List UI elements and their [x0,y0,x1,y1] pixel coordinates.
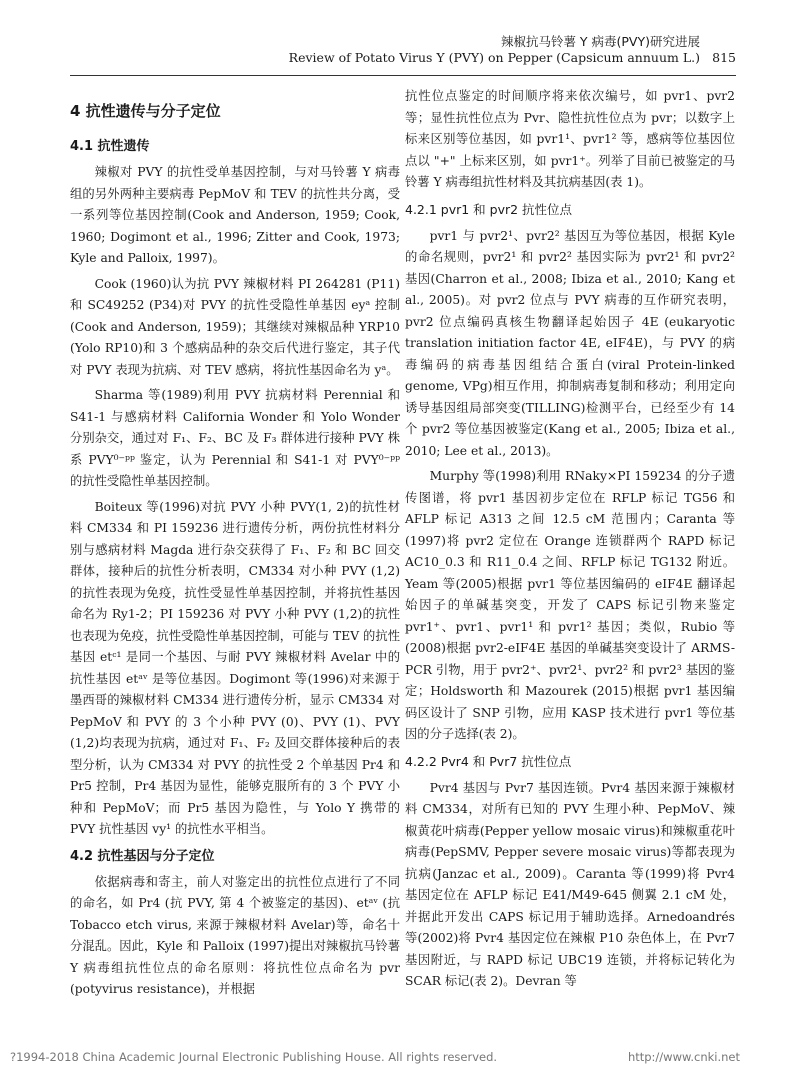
paragraph: Cook (1960)认为抗 PVY 辣椒材料 PI 264281 (P11)和 SC49252 (P34)对 PVY 的抗性受隐性单基因 eyᵃ 控制(Cook and Anderson, 1959)；其继续对辣椒品种 YRP10 (Yolo RP10)和 3 个感病品种的杂交后代进行鉴定，其子代对 PVY 表现为抗病、对 TEV 感病，将抗性基因命名为 yᵃ。 [70,276,400,377]
paragraph: Murphy 等(1998)利用 RNaky×PI 159234 的分子遗传图谱，将 pvr1 基因初步定位在 RFLP 标记 TG56 和 AFLP 标记 A313 之间 12.5 cM 范围内；Caranta 等(1997)将 pvr2 定位在 Orange 连锁群两个 RAPD 标记 AC10_0.3 和 R11_0.4 之间、RFLP 标记 TG132 附近。Yeam 等(2005)根据 pvr1 等位基因编码的 eIF4E 翻译起始因子的单碱基突变，开发了 CAPS 标记引物来鉴定 pvr1⁺、pvr1、pvr1¹ 和 pvr1² 基因；类似，Rubio 等(2008)根据 pvr2-eIF4E 基因的单碱基突变设计了 ARMS-PCR 引物，用于 pvr2⁺、pvr2¹、pvr2² 和 pvr2³ 基因的鉴定；Holdsworth 和 Mazourek (2015)根据 pvr1 基因编码区设计了 SNP 引物，应用 KASP 技术进行 pvr1 等位基因的分子选择(表 2)。 [405,469,735,741]
section-title: 4 抗性遗传与分子定位 [70,102,221,120]
running-title-cn: 辣椒抗马铃薯 Y 病毒(PVY)研究进展 [500,34,700,49]
paragraph: 抗性位点鉴定的时间顺序将来依次编号，如 pvr1、pvr2 等；显性抗性位点为 Pvr、隐性抗性位点为 pvr；以数字上标来区别等位基因，如 pvr1¹、pvr1² 等，感病等位基因位点以 "+" 上标来区别，如 pvr1⁺。列举了目前已被鉴定的马铃薯 Y 病毒组抗性材料及其抗病基因(表 1)。 [405,89,735,189]
subsection-title-4-1: 4.1 抗性遗传 [70,139,150,154]
header-rule [70,75,736,76]
page-number: 815 [712,50,736,65]
running-title-en: Review of Potato Virus Y (PVY) on Pepper (Capsicum annuum L.) [288,50,700,65]
subsection-title-4-2-2: 4.2.2 Pvr4 和 Pvr7 抗性位点 [405,753,572,769]
paragraph: Pvr4 基因与 Pvr7 基因连锁。Pvr4 基因来源于辣椒材料 CM334，对所有已知的 PVY 生理小种、PepMoV、辣椒黄花叶病毒(Pepper yellow mosaic virus)和辣椒重花叶病毒(PepSMV, Pepper severe mosaic virus)等都表现为抗病(Janzac et al., 2009)。Caranta 等(1999)将 Pvr4 基因定位在 AFLP 标记 E41/M49-645 侧翼 2.1 cM 处，并据此开发出 CAPS 标记用于辅助选择。Arnedoandrés 等(2002)将 Pvr4 基因定位在辣椒 P10 杂色体上，在 Pvr7 基因附近，与 RAPD 标记 UBC19 连锁，并将标记转化为 SCAR 标记(表 2)。Devran 等 [405,780,735,988]
paragraph: pvr1 与 pvr2¹、pvr2² 基因互为等位基因，根据 Kyle 的命名规则，pvr2¹ 和 pvr2² 基因实际为 pvr2¹ 和 pvr2² 基因(Charron et al., 2008; Ibiza et al., 2010; Kang et al., 2005)。对 pvr2 位点与 PVY 病毒的互作研究表明，pvr2 位点编码真核生物翻译起始因子 4E (eukaryotic translation initiation factor 4E, eIF4E)，与 PVY 的病毒编码的病毒基因组结合蛋白(viral Protein-linked genome, VPg)相互作用，抑制病毒复制和移动；利用定向诱导基因组局部突变(TILLING)检测平台，已经至少有 14 个 pvr2 等位基因被鉴定(Kang et al., 2005; Ibiza et al., 2010; Lee et al., 2013)。 [405,228,735,458]
page-footer [0,1044,800,1074]
subsection-title-4-2: 4.2 抗性基因与分子定位 [70,848,215,864]
footer-url[interactable]: http://www.cnki.net [627,1050,740,1064]
paragraph: 辣椒对 PVY 的抗性受单基因控制，与对马铃薯 Y 病毒组的另外两种主要病毒 PepMoV 和 TEV 的抗性共分离，受一系列等位基因控制(Cook and Anderson, 1959; Cook, 1960; Dogimont et al., 1996; Zitter and Cook, 1973; Kyle and Palloix, 1997)。 [70,165,400,265]
page-header [0,0,800,80]
right-column [405,86,735,997]
paragraph: 依据病毒和寄主，前人对鉴定出的抗性位点进行了不同的命名，如 Pr4 (抗 PVY, 第 4 个被鉴定的基因)、etᵃᵛ (抗 Tobacco etch virus, 来源于辣椒材料 Avelar)等，命名十分混乱。因此，Kyle 和 Palloix (1997)提出对辣椒抗马铃薯 Y 病毒组抗性位点的命名原则：将抗性位点命名为 pvr (potyvirus resistance)，并根据 [70,874,400,996]
subsection-title-4-2-1: 4.2.1 pvr1 和 pvr2 抗性位点 [405,201,573,217]
copyright-notice: ?1994-2018 China Academic Journal Electronic Publishing House. All rights reserved. [10,1050,498,1064]
left-column [70,86,400,1005]
paragraph: Sharma 等(1989)利用 PVY 抗病材料 Perennial 和 S41-1 与感病材料 California Wonder 和 Yolo Wonder 分别杂交，通过对 F₁、F₂、BC 及 F₃ 群体进行接种 PVY 株系 PVY⁰⁻ᵖᵖ 鉴定，认为 Perennial 和 S41-1 对 PVY⁰⁻ᵖᵖ 的抗性受隐性单基因控制。 [70,388,400,488]
paragraph: Boiteux 等(1996)对抗 PVY 小种 PVY(1, 2)的抗性材料 CM334 和 PI 159236 进行遗传分析，两份抗性材料分别与感病材料 Magda 进行杂交获得了 F₁、F₂ 和 BC 回交群体，接种后的抗性分析表明，CM334 对小种 PVY (1,2)的抗性表现为免疫，抗性受显性单基因控制，并将抗性基因命名为 Ry1-2；PI 159236 对 PVY 小种 PVY (1,2)的抗性也表现为免疫，抗性受隐性单基因控制，可能与 TEV 的抗性基因 etᶜ¹ 是同一个基因、与耐 PVY 辣椒材料 Avelar 中的抗性基因 etᵃᵛ 是等位基因。Dogimont 等(1996)对来源于墨西哥的辣椒材料 CM334 进行遗传分析，显示 CM334 对 PepMoV 和 PVY 的 3 个小种 PVY (0)、PVY (1)、PVY (1,2)均表现为抗病，通过对 F₁、F₂ 及回交群体接种后的表型分析，认为 CM334 对 PVY 的抗性受 2 个单基因 Pr4 和 Pr5 控制，Pr4 基因为显性，能够克服所有的 3 个 PVY 小种和 PepMoV；而 Pr5 基因为隐性，与 Yolo Y 携带的 PVY 抗性基因 vy¹ 的抗性水平相当。 [70,499,400,836]
